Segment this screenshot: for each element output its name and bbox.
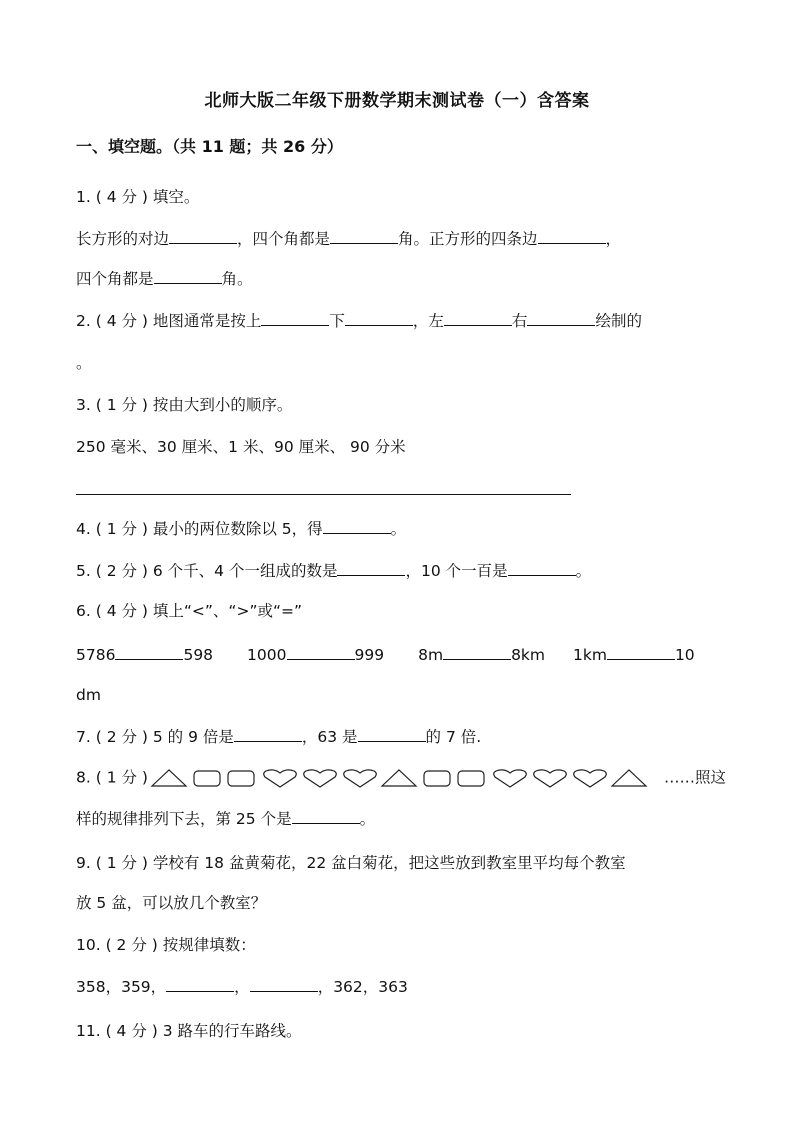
heart-shape (304, 770, 337, 787)
question-2-tail: 。 (76, 354, 92, 372)
heart-shape (534, 770, 567, 787)
text: 8. ( 1 分 ) (76, 768, 148, 787)
shape-sequence (150, 766, 662, 790)
answer-blank[interactable] (166, 976, 234, 992)
answer-blank[interactable] (330, 228, 398, 244)
answer-blank[interactable] (261, 310, 329, 326)
text: 绘制的 (595, 312, 642, 330)
answer-blank[interactable] (292, 808, 360, 824)
text: 四个角都是 (76, 270, 154, 288)
text: ……照这 (663, 768, 726, 787)
question-10-heading: 10. ( 2 分 ) 按规律填数： (76, 936, 256, 954)
text: 右 (511, 312, 528, 330)
text: 1km (573, 646, 607, 664)
rounded-square-shape (228, 771, 254, 786)
question-9-line-1: 9. ( 1 分 ) 学校有 18 盆黄菊花，22 盆白菊花，把这些放到教室里平均每个教室 (76, 854, 626, 872)
question-2 (76, 310, 642, 332)
question-5 (76, 560, 591, 582)
answer-blank[interactable] (169, 228, 237, 244)
answer-blank[interactable] (345, 310, 413, 326)
answer-blank[interactable] (287, 644, 355, 660)
question-7 (76, 726, 481, 748)
triangle-shape (152, 770, 186, 786)
text: 的 7 倍. (425, 728, 482, 746)
text: 5. ( 2 分 ) 6 个千、4 个一组成的数是 (76, 562, 338, 580)
question-6-items (76, 644, 695, 666)
text: 下 (329, 312, 345, 330)
rounded-square-shape (458, 771, 484, 786)
text: ，四个角都是 (237, 230, 331, 248)
question-4 (76, 518, 406, 540)
answer-blank[interactable] (323, 518, 391, 534)
text: 样的规律排列下去，第 25 个是 (76, 810, 292, 828)
question-9-line-2: 放 5 盆，可以放几个教室？ (76, 894, 267, 912)
text: ，63 是 (301, 728, 358, 746)
text: ， (605, 230, 622, 248)
triangle-shape (382, 770, 416, 786)
text: 598 (183, 646, 214, 664)
rounded-square-shape (424, 771, 450, 786)
answer-blank[interactable] (234, 726, 302, 742)
text: 8m (418, 646, 444, 664)
question-1-heading: 1. ( 4 分 ) 填空。 (76, 188, 200, 206)
answer-line[interactable] (76, 494, 571, 495)
text: 5786 (76, 646, 116, 664)
text: 。 (575, 562, 592, 580)
text: 长方形的对边 (76, 230, 170, 248)
rounded-square-shape (194, 771, 220, 786)
heart-shape (344, 770, 377, 787)
text: ，左 (412, 312, 444, 330)
text: 10 (674, 646, 695, 664)
text: 。 (390, 520, 407, 538)
text: 4. ( 1 分 ) 最小的两位数除以 5，得 (76, 520, 323, 538)
answer-blank[interactable] (538, 228, 606, 244)
section-heading: 一、填空题。（共 11 题；共 26 分） (76, 137, 343, 156)
text: 7. ( 2 分 ) 5 的 9 倍是 (76, 728, 234, 746)
question-3-items: 250 毫米、30 厘米、1 米、90 厘米、 90 分米 (76, 438, 406, 456)
page-title: 北师大版二年级下册数学期末测试卷（一）含答案 (204, 91, 590, 111)
question-3-heading: 3. ( 1 分 ) 按由大到小的顺序。 (76, 396, 293, 414)
question-1-line-2 (76, 268, 253, 290)
question-6-tail: dm (76, 686, 101, 704)
question-10-sequence (76, 976, 408, 998)
text: ，10 个一百是 (405, 562, 508, 580)
question-8-line-2 (76, 808, 375, 830)
answer-blank[interactable] (607, 644, 675, 660)
text: 358，359， (76, 978, 167, 996)
question-8-line-1 (76, 766, 726, 790)
heart-shape (574, 770, 607, 787)
question-11-heading: 11. ( 4 分 ) 3 路车的行车路线。 (76, 1022, 302, 1040)
text: 角。 (221, 270, 253, 288)
text: 2. ( 4 分 ) 地图通常是按上 (76, 312, 262, 330)
heart-shape (264, 770, 297, 787)
answer-blank[interactable] (115, 644, 183, 660)
answer-blank[interactable] (154, 268, 222, 284)
answer-blank[interactable] (250, 976, 318, 992)
text: 999 (354, 646, 385, 664)
answer-blank[interactable] (358, 726, 426, 742)
answer-blank[interactable] (337, 560, 405, 576)
text: 1000 (247, 646, 287, 664)
answer-blank[interactable] (508, 560, 576, 576)
answer-blank[interactable] (527, 310, 595, 326)
triangle-shape (612, 770, 646, 786)
text: ， (234, 978, 250, 996)
heart-shape (494, 770, 527, 787)
text: 。 (359, 810, 376, 828)
text: ，362，363 (317, 978, 408, 996)
answer-blank[interactable] (443, 644, 511, 660)
question-6-heading: 6. ( 4 分 ) 填上“<”、“>”或“=” (76, 602, 303, 620)
question-1-line-1 (76, 228, 621, 250)
text: 8km (511, 646, 545, 664)
text: 角。正方形的四条边 (398, 230, 538, 248)
answer-blank[interactable] (444, 310, 512, 326)
